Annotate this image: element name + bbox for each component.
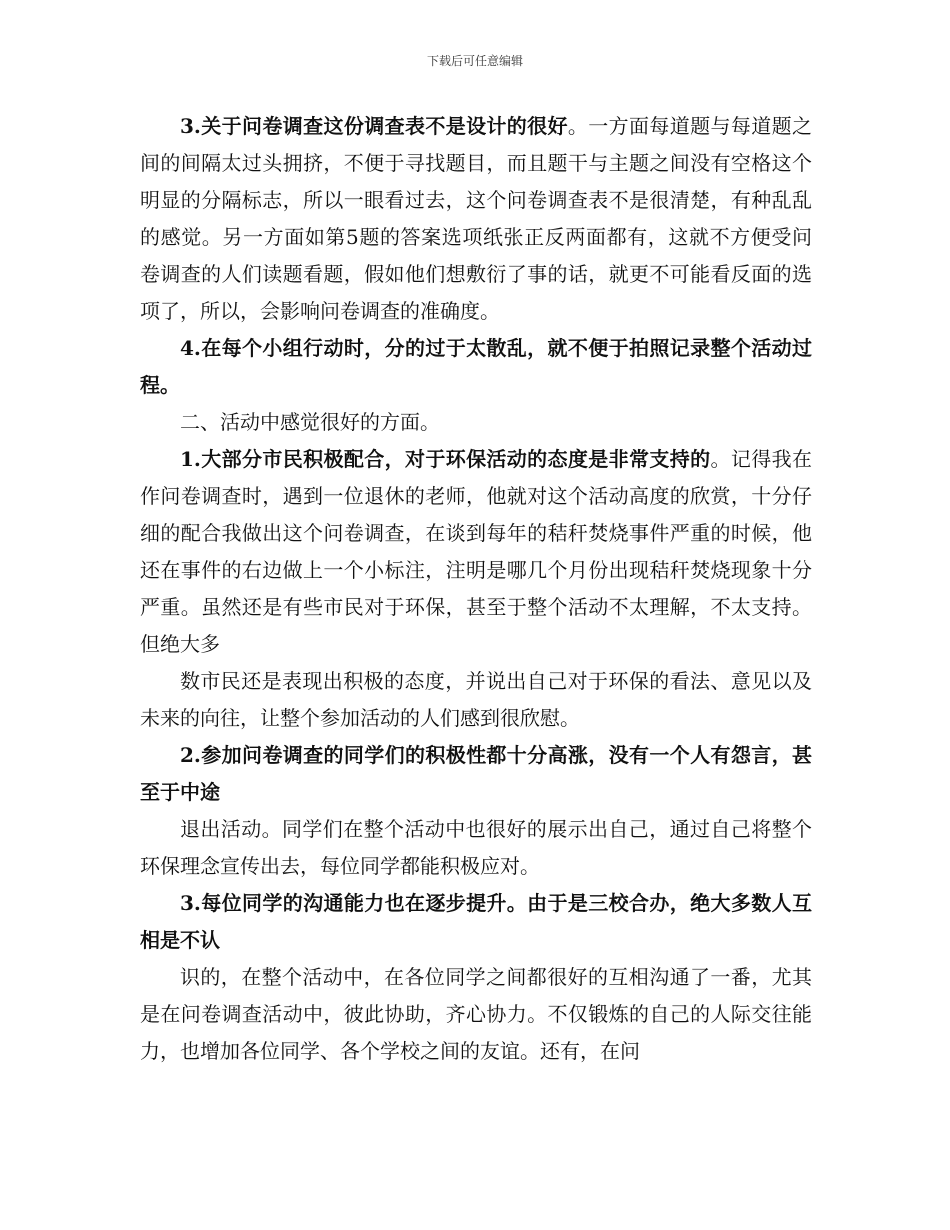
paragraph-text: 二、活动中感觉很好的方面。 (180, 410, 440, 434)
paragraph-text: 数市民还是表现出积极的态度，并说出自己对于环保的看法、意见以及未来的向往，让整个参加活动的人们感到很欣慰。 (140, 669, 812, 730)
page-header: 下载后可任意编辑 (426, 54, 523, 68)
paragraph-bold-lead: 2.参加问卷调查的同学们的积极性都十分高涨，没有一个人有怨言，甚至于中途 (140, 743, 812, 804)
paragraph-communication-continued (140, 959, 812, 1070)
paragraph-group-scattered (140, 330, 812, 404)
paragraph-bold-lead: 4.在每个小组行动时，分的过于太散乱，就不便于拍照记录整个活动过程。 (140, 336, 812, 397)
paragraph-text: 识的，在整个活动中，在各位同学之间都很好的互相沟通了一番，尤其是在问卷调查活动中，彼此协助，齐心协力。不仅锻炼的自己的人际交往能力，也增加各位同学、各个学校之间的友谊。还有，在问 (140, 965, 812, 1063)
section-heading (140, 404, 812, 441)
paragraph-text: 。记得我在作问卷调查时，遇到一位退休的老师，他就对这个活动高度的欣赏，十分仔细的配合我做出这个问卷调查，在谈到每年的秸秆焚烧事件严重的时候，他还在事件的右边做上一个小标注，注明是哪几个月份出现秸秆焚烧现象十分严重。虽然还是有些市民对于环保，甚至于整个活动不太理解，不太支持。但绝大多 (140, 447, 812, 656)
paragraph-students-enthusiasm (140, 737, 812, 811)
paragraph-bold-lead: 3.每位同学的沟通能力也在逐步提升。由于是三校合办，绝大多数人互相是不认 (140, 891, 812, 952)
paragraph-students-continued (140, 811, 812, 885)
document-body (140, 108, 812, 1070)
paragraph-bold-lead: 3.关于问卷调查这份调查表不是设计的很好 (180, 114, 568, 138)
paragraph-text: 退出活动。同学们在整个活动中也很好的展示出自己，通过自己将整个环保理念宣传出去，每位同学都能积极应对。 (140, 817, 812, 878)
paragraph-communication (140, 885, 812, 959)
paragraph-citizens-attitude (140, 663, 812, 737)
paragraph-questionnaire-design (140, 108, 812, 330)
paragraph-bold-lead: 1.大部分市民积极配合，对于环保活动的态度是非常支持的 (180, 447, 711, 471)
paragraph-text: 。一方面每道题与每道题之间的间隔太过头拥挤，不便于寻找题目，而且题干与主题之间没有空格这个明显的分隔标志，所以一眼看过去，这个问卷调查表不是很清楚，有种乱乱的感觉。另一方面如第5题的答案选项纸张正反两面都有，这就不方便受问卷调查的人们读题看题，假如他们想敷衍了事的话，就更不可能看反面的选项了，所以，会影响问卷调查的准确度。 (140, 114, 812, 323)
paragraph-citizens-support (140, 441, 812, 663)
